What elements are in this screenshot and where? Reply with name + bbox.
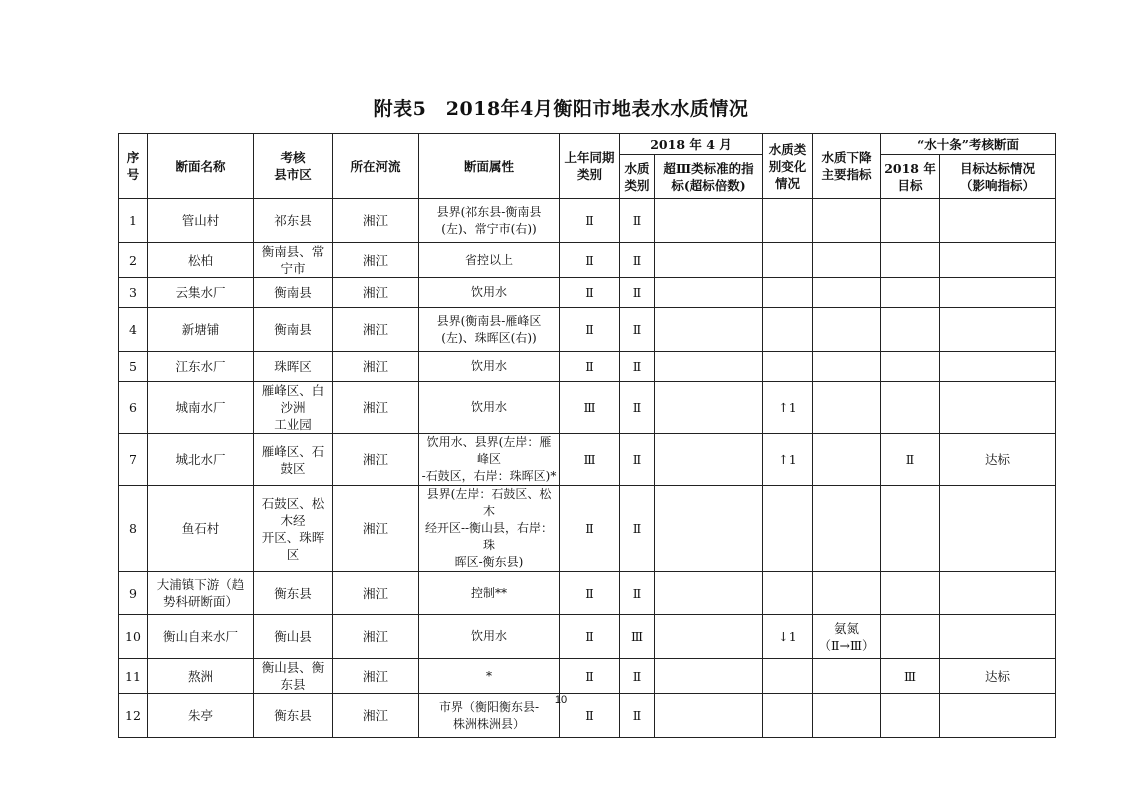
cell-river: 湘江 — [333, 308, 419, 352]
header-period-group: 2018 年 4 月 — [620, 134, 763, 155]
table-row — [119, 308, 1056, 352]
cell-exceed — [655, 659, 763, 694]
cell-reach: 达标 — [940, 434, 1056, 486]
cell-cls: Ⅱ — [620, 434, 655, 486]
cell-county: 衡东县 — [254, 572, 333, 615]
header-attr: 断面属性 — [419, 134, 560, 199]
cell-change — [763, 352, 813, 382]
cell-cls: Ⅱ — [620, 243, 655, 278]
cell-attr: 控制** — [419, 572, 560, 615]
cell-prev: Ⅲ — [560, 382, 620, 434]
cell-county: 珠晖区 — [254, 352, 333, 382]
cell-decline — [813, 486, 881, 572]
cell-cls: Ⅱ — [620, 694, 655, 738]
cell-target — [881, 486, 940, 572]
cell-river: 湘江 — [333, 382, 419, 434]
cell-attr: 县界(衡南县-雁峰区 (左)、珠晖区(右)) — [419, 308, 560, 352]
cell-reach — [940, 382, 1056, 434]
table-body — [119, 199, 1056, 738]
cell-attr: * — [419, 659, 560, 694]
cell-change — [763, 659, 813, 694]
cell-river: 湘江 — [333, 243, 419, 278]
cell-river: 湘江 — [333, 572, 419, 615]
cell-cls: Ⅱ — [620, 659, 655, 694]
cell-county: 衡东县 — [254, 694, 333, 738]
page-number: 10 — [554, 694, 568, 706]
cell-reach — [940, 352, 1056, 382]
cell-cls: Ⅲ — [620, 615, 655, 659]
water-quality-table — [118, 133, 1056, 738]
cell-prev: Ⅱ — [560, 694, 620, 738]
table-row — [119, 278, 1056, 308]
cell-cls: Ⅱ — [620, 486, 655, 572]
cell-seq: 11 — [119, 659, 148, 694]
page-title: 附表5 2018年4月衡阳市地表水水质情况 — [373, 98, 749, 120]
cell-river: 湘江 — [333, 486, 419, 572]
cell-prev: Ⅱ — [560, 572, 620, 615]
header-assess-group: “水十条”考核断面 — [881, 134, 1056, 155]
table-row — [119, 486, 1056, 572]
cell-cls: Ⅱ — [620, 382, 655, 434]
cell-seq: 5 — [119, 352, 148, 382]
cell-change — [763, 278, 813, 308]
cell-decline — [813, 199, 881, 243]
table-row — [119, 243, 1056, 278]
cell-county: 衡南县 — [254, 278, 333, 308]
table-row — [119, 199, 1056, 243]
cell-prev: Ⅱ — [560, 278, 620, 308]
cell-exceed — [655, 434, 763, 486]
cell-river: 湘江 — [333, 278, 419, 308]
cell-decline — [813, 382, 881, 434]
cell-reach — [940, 243, 1056, 278]
cell-reach — [940, 486, 1056, 572]
cell-target — [881, 352, 940, 382]
cell-target — [881, 278, 940, 308]
cell-reach — [940, 308, 1056, 352]
cell-decline — [813, 659, 881, 694]
table-row — [119, 352, 1056, 382]
header-reach: 目标达标情况 （影响指标） — [940, 155, 1056, 199]
header-wq-class: 水质 类别 — [620, 155, 655, 199]
cell-name: 管山村 — [148, 199, 254, 243]
cell-county: 衡山县、衡东县 — [254, 659, 333, 694]
cell-reach — [940, 615, 1056, 659]
cell-change — [763, 486, 813, 572]
cell-reach: 达标 — [940, 659, 1056, 694]
cell-exceed — [655, 486, 763, 572]
cell-attr: 市界（衡阳衡东县- 株洲株洲县） — [419, 694, 560, 738]
cell-name: 鱼石村 — [148, 486, 254, 572]
cell-target: Ⅱ — [881, 434, 940, 486]
cell-attr: 饮用水、县界(左岸：雁峰区 -石鼓区，右岸：珠晖区)* — [419, 434, 560, 486]
cell-change: ↓1 — [763, 615, 813, 659]
cell-exceed — [655, 308, 763, 352]
cell-exceed — [655, 278, 763, 308]
cell-seq: 8 — [119, 486, 148, 572]
table-row — [119, 659, 1056, 694]
cell-name: 熬洲 — [148, 659, 254, 694]
table-row — [119, 572, 1056, 615]
cell-seq: 7 — [119, 434, 148, 486]
cell-target — [881, 615, 940, 659]
cell-change: ↑1 — [763, 382, 813, 434]
header-target: 2018 年 目标 — [881, 155, 940, 199]
cell-county: 衡南县、常宁市 — [254, 243, 333, 278]
cell-name: 城南水厂 — [148, 382, 254, 434]
cell-seq: 3 — [119, 278, 148, 308]
cell-name: 新塘铺 — [148, 308, 254, 352]
cell-name: 城北水厂 — [148, 434, 254, 486]
cell-name: 江东水厂 — [148, 352, 254, 382]
cell-decline — [813, 278, 881, 308]
cell-target: Ⅲ — [881, 659, 940, 694]
cell-target — [881, 308, 940, 352]
cell-cls: Ⅱ — [620, 308, 655, 352]
cell-decline — [813, 572, 881, 615]
cell-seq: 10 — [119, 615, 148, 659]
cell-target — [881, 572, 940, 615]
cell-county: 雁峰区、白沙洲 工业园 — [254, 382, 333, 434]
cell-reach — [940, 572, 1056, 615]
cell-seq: 2 — [119, 243, 148, 278]
cell-prev: Ⅲ — [560, 434, 620, 486]
cell-decline — [813, 308, 881, 352]
cell-prev: Ⅱ — [560, 486, 620, 572]
cell-prev: Ⅱ — [560, 308, 620, 352]
header-exceed: 超Ⅲ类标准的指 标(超标倍数) — [655, 155, 763, 199]
table-row — [119, 615, 1056, 659]
cell-seq: 12 — [119, 694, 148, 738]
cell-attr: 省控以上 — [419, 243, 560, 278]
cell-target — [881, 382, 940, 434]
cell-change — [763, 572, 813, 615]
cell-river: 湘江 — [333, 434, 419, 486]
cell-decline — [813, 243, 881, 278]
cell-name: 朱亭 — [148, 694, 254, 738]
cell-cls: Ⅱ — [620, 572, 655, 615]
cell-decline: 氨氮 （Ⅱ→Ⅲ） — [813, 615, 881, 659]
cell-river: 湘江 — [333, 659, 419, 694]
header-change: 水质类 别变化 情况 — [763, 134, 813, 199]
header-name: 断面名称 — [148, 134, 254, 199]
cell-county: 衡南县 — [254, 308, 333, 352]
cell-seq: 4 — [119, 308, 148, 352]
cell-county: 石鼓区、松木经 开区、珠晖区 — [254, 486, 333, 572]
cell-attr: 饮用水 — [419, 278, 560, 308]
cell-exceed — [655, 243, 763, 278]
header-prev: 上年同期 类别 — [560, 134, 620, 199]
cell-exceed — [655, 352, 763, 382]
cell-county: 雁峰区、石鼓区 — [254, 434, 333, 486]
cell-river: 湘江 — [333, 615, 419, 659]
cell-change: ↑1 — [763, 434, 813, 486]
cell-name: 大浦镇下游（趋 势科研断面） — [148, 572, 254, 615]
cell-prev: Ⅱ — [560, 352, 620, 382]
header-river: 所在河流 — [333, 134, 419, 199]
cell-river: 湘江 — [333, 199, 419, 243]
cell-decline — [813, 434, 881, 486]
cell-change — [763, 308, 813, 352]
cell-prev: Ⅱ — [560, 199, 620, 243]
cell-change — [763, 243, 813, 278]
cell-name: 衡山自来水厂 — [148, 615, 254, 659]
cell-attr: 县界(祁东县-衡南县 (左)、常宁市(右)) — [419, 199, 560, 243]
cell-river: 湘江 — [333, 694, 419, 738]
cell-cls: Ⅱ — [620, 278, 655, 308]
cell-attr: 饮用水 — [419, 615, 560, 659]
cell-county: 祁东县 — [254, 199, 333, 243]
cell-decline — [813, 352, 881, 382]
cell-reach — [940, 278, 1056, 308]
cell-exceed — [655, 572, 763, 615]
cell-attr: 县界(左岸：石鼓区、松木 经开区--衡山县，右岸：珠 晖区-衡东县) — [419, 486, 560, 572]
cell-county: 衡山县 — [254, 615, 333, 659]
table-row — [119, 434, 1056, 486]
cell-target — [881, 199, 940, 243]
cell-seq: 1 — [119, 199, 148, 243]
cell-exceed — [655, 199, 763, 243]
header-seq: 序 号 — [119, 134, 148, 199]
cell-river: 湘江 — [333, 352, 419, 382]
cell-seq: 9 — [119, 572, 148, 615]
header-decline: 水质下降 主要指标 — [813, 134, 881, 199]
cell-name: 云集水厂 — [148, 278, 254, 308]
header-county: 考核 县市区 — [254, 134, 333, 199]
table-row — [119, 382, 1056, 434]
cell-seq: 6 — [119, 382, 148, 434]
cell-reach — [940, 199, 1056, 243]
cell-change — [763, 199, 813, 243]
cell-exceed — [655, 382, 763, 434]
cell-cls: Ⅱ — [620, 352, 655, 382]
cell-target — [881, 243, 940, 278]
cell-prev: Ⅱ — [560, 243, 620, 278]
cell-prev: Ⅱ — [560, 615, 620, 659]
cell-name: 松柏 — [148, 243, 254, 278]
cell-attr: 饮用水 — [419, 352, 560, 382]
cell-attr: 饮用水 — [419, 382, 560, 434]
cell-exceed — [655, 615, 763, 659]
cell-cls: Ⅱ — [620, 199, 655, 243]
cell-prev: Ⅱ — [560, 659, 620, 694]
